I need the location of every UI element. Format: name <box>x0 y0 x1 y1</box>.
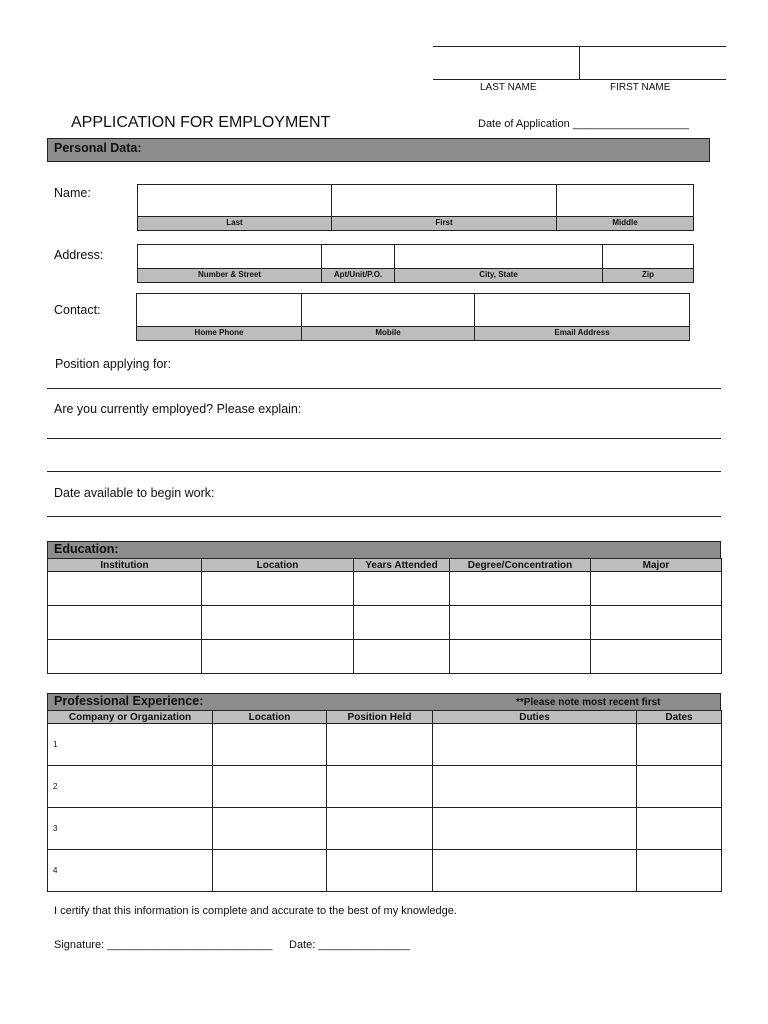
last-name-label: LAST NAME <box>480 82 537 93</box>
personal-data-bar <box>47 138 710 162</box>
first-name-input[interactable] <box>332 185 557 216</box>
col-major: Major <box>591 559 722 572</box>
table-cell[interactable] <box>327 808 433 850</box>
zip-input[interactable] <box>603 245 693 268</box>
table-row <box>48 808 722 850</box>
name-box-bottom-line <box>433 79 726 80</box>
experience-note: **Please note most recent first <box>516 697 661 708</box>
table-cell[interactable] <box>327 724 433 766</box>
table-cell[interactable] <box>213 808 327 850</box>
last-name-input[interactable] <box>138 185 332 216</box>
table-cell[interactable] <box>327 850 433 892</box>
address-label: Address: <box>54 248 104 262</box>
field-label-middle: Middle <box>612 218 638 227</box>
table-cell[interactable] <box>433 808 637 850</box>
col-years-attended: Years Attended <box>354 559 450 572</box>
field-label-email: Email Address <box>554 328 610 337</box>
education-title: Education: <box>54 542 119 556</box>
table-cell[interactable] <box>450 572 591 606</box>
col-location: Location <box>202 559 354 572</box>
table-cell[interactable] <box>354 606 450 640</box>
table-cell[interactable] <box>48 640 202 674</box>
table-cell[interactable] <box>48 572 202 606</box>
position-line[interactable] <box>47 388 721 389</box>
table-cell[interactable] <box>433 724 637 766</box>
middle-name-input[interactable] <box>557 185 693 216</box>
table-cell[interactable] <box>213 850 327 892</box>
field-label-home-phone: Home Phone <box>137 327 302 340</box>
apt-input[interactable] <box>322 245 395 268</box>
col-location: Location <box>213 711 327 724</box>
employed-line-2[interactable] <box>47 471 721 472</box>
signature-line[interactable]: Signature: ___________________________ <box>54 939 273 951</box>
table-cell[interactable] <box>213 766 327 808</box>
field-label-mobile: Mobile <box>302 327 475 340</box>
position-label: Position applying for: <box>55 357 172 371</box>
table-cell[interactable] <box>637 724 722 766</box>
employed-line-1[interactable] <box>47 438 721 439</box>
table-row <box>48 850 722 892</box>
table-cell[interactable] <box>637 766 722 808</box>
personal-data-title: Personal Data: <box>54 141 142 155</box>
col-duties: Duties <box>433 711 637 724</box>
table-cell[interactable] <box>213 724 327 766</box>
field-label-first: First <box>332 217 557 230</box>
table-cell[interactable] <box>202 572 354 606</box>
field-label-last: Last <box>138 217 332 230</box>
row-number[interactable]: 3 <box>48 808 213 850</box>
table-cell[interactable] <box>433 766 637 808</box>
table-cell[interactable] <box>433 850 637 892</box>
page-title: APPLICATION FOR EMPLOYMENT <box>71 114 331 131</box>
table-cell[interactable] <box>637 850 722 892</box>
field-label-street: Number & Street <box>138 269 322 282</box>
col-company: Company or Organization <box>48 711 213 724</box>
email-input[interactable] <box>475 294 689 326</box>
table-row <box>48 572 722 606</box>
name-field-group <box>137 184 694 231</box>
city-state-input[interactable] <box>395 245 603 268</box>
col-position-held: Position Held <box>327 711 433 724</box>
signature-date-line[interactable]: Date: _______________ <box>289 939 411 951</box>
table-cell[interactable] <box>450 640 591 674</box>
field-label-zip: Zip <box>642 270 654 279</box>
table-cell[interactable] <box>48 606 202 640</box>
mobile-input[interactable] <box>302 294 475 326</box>
contact-field-group <box>136 293 690 341</box>
table-row <box>48 606 722 640</box>
table-cell[interactable] <box>591 640 722 674</box>
table-cell[interactable] <box>327 766 433 808</box>
col-institution: Institution <box>48 559 202 572</box>
address-field-group <box>137 244 694 283</box>
table-cell[interactable] <box>202 640 354 674</box>
experience-table <box>47 710 722 892</box>
contact-label: Contact: <box>54 303 101 317</box>
home-phone-input[interactable] <box>137 294 302 326</box>
employed-label: Are you currently employed? Please explain: <box>54 402 302 416</box>
certify-statement: I certify that this information is complete and accurate to the best of my knowledge. <box>54 905 457 917</box>
first-name-label: FIRST NAME <box>610 82 671 93</box>
table-cell[interactable] <box>354 572 450 606</box>
table-row <box>48 724 722 766</box>
field-label-city: City, State <box>395 269 603 282</box>
row-number[interactable]: 2 <box>48 766 213 808</box>
table-cell[interactable] <box>450 606 591 640</box>
field-label-apt: Apt/Unit/P.O. <box>322 269 395 282</box>
table-cell[interactable] <box>591 606 722 640</box>
table-cell[interactable] <box>591 572 722 606</box>
name-label: Name: <box>54 186 91 200</box>
date-of-application[interactable]: Date of Application ___________________ <box>478 118 690 130</box>
table-cell[interactable] <box>637 808 722 850</box>
education-bar <box>47 541 721 559</box>
education-table <box>47 558 722 674</box>
street-input[interactable] <box>138 245 322 268</box>
col-dates: Dates <box>637 711 722 724</box>
table-cell[interactable] <box>354 640 450 674</box>
table-cell[interactable] <box>202 606 354 640</box>
table-row <box>48 640 722 674</box>
date-available-label: Date available to begin work: <box>54 486 215 500</box>
name-box-divider <box>579 46 580 80</box>
col-degree: Degree/Concentration <box>450 559 591 572</box>
date-available-line[interactable] <box>47 516 721 517</box>
row-number[interactable]: 1 <box>48 724 213 766</box>
row-number[interactable]: 4 <box>48 850 213 892</box>
table-row <box>48 766 722 808</box>
experience-title: Professional Experience: <box>54 694 204 708</box>
